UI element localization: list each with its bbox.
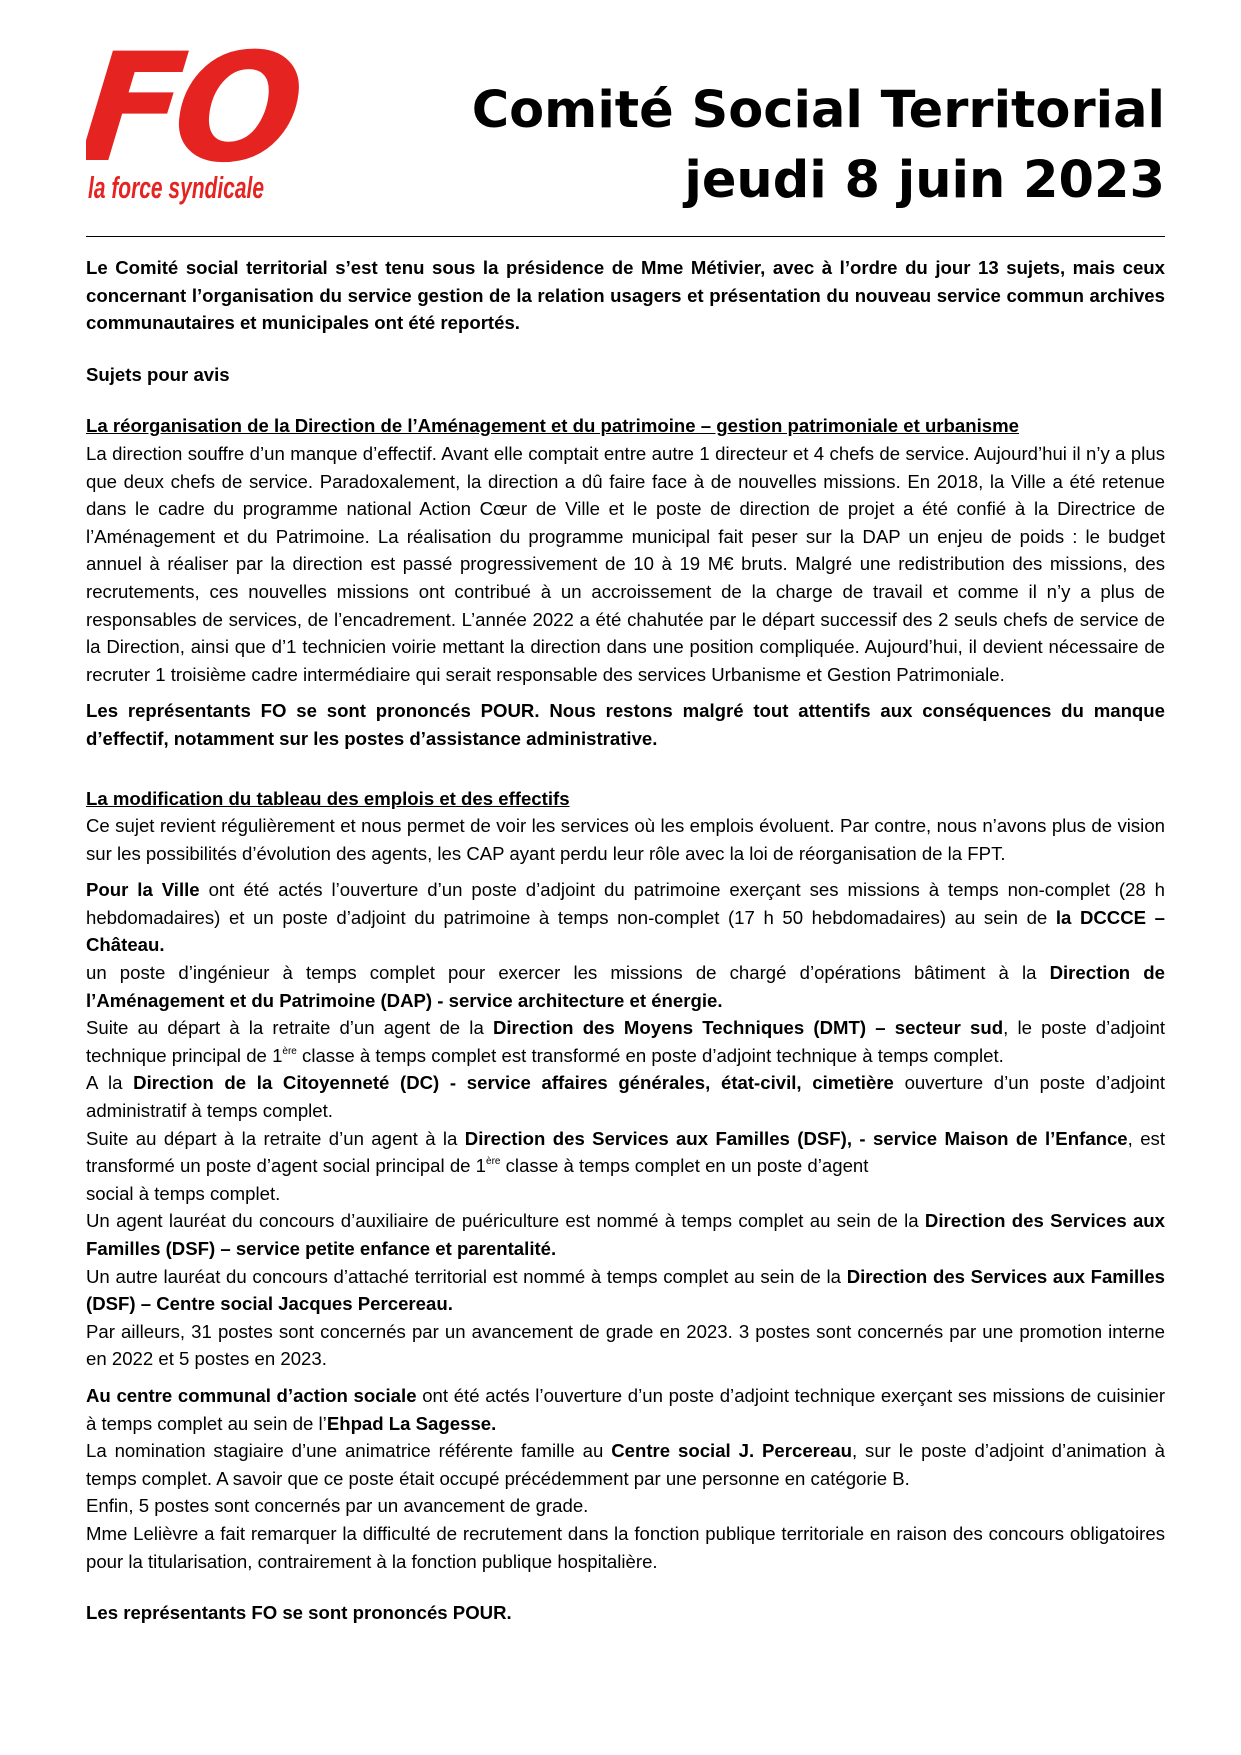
anim-centre: Centre social J. Percereau	[611, 1440, 852, 1462]
ccas-lead: Au centre communal d’action sociale	[86, 1384, 417, 1406]
header-divider	[86, 236, 1165, 237]
fo-logo	[86, 36, 306, 226]
svg-text:FO: FO	[86, 36, 302, 196]
dmt-paragraph	[86, 1014, 1165, 1069]
intro-paragraph: Le Comité social territorial s’est tenu sous la présidence de Mme Métivier, avec à l’ordre du jour 13 sujets, mais ceux concernant l’organisation du service gestion de la relation usagers et présentation du nouveau service commun archives communautaires et municipales ont été reportés.	[86, 257, 1165, 334]
ville-text: ont été actés l’ouverture d’un poste d’adjoint du patrimoine exerçant ses missions à temps non-complet (28 h hebdomadaires) et un poste d’adjoint du patrimoine à temps non-complet (17 h 50 hebdomadaires) au sein de	[86, 879, 1165, 928]
att-direction: Direction des Services aux Familles (DSF) – Centre social Jacques Percereau.	[86, 1265, 1166, 1315]
puericulture-paragraph	[86, 1207, 1165, 1262]
section1-heading: La réorganisation de la Direction de l’Aménagement et du patrimoine – gestion patrimoniale et urbanisme	[86, 415, 1019, 437]
anim-pre: La nomination stagiaire d’une animatrice référente famille au	[86, 1440, 612, 1462]
dmt-superscript: ère	[282, 1045, 297, 1057]
ccas-ehpad: Ehpad La Sagesse.	[326, 1412, 497, 1434]
section1-body: La direction souffre d’un manque d’effectif. Avant elle comptait entre autre 1 directeur et 4 chefs de service. Aujourd’hui il n’y a plus que deux chefs de service. Paradoxalement, la direction a dû faire face à de nouvelles missions. En 2018, la Ville a été retenue dans le cadre du programme national Action Cœur de Ville et le poste de direction de projet a été confié à la Directrice de l’Aménagement et du Patrimoine. La réalisation du programme municipal fait peser sur la DAP un enjeu de poids : le budget annuel à réaliser par la direction est passé progressivement de 10 à 19 M€ bruts. Malgré une redistribution des missions, des recrutements, ces nouvelles missions ont contribué à un accroissement de la charge de travail et comme il n’y a plus de responsables de services, de l’encadrement. L’année 2022 a été chahutée par le départ successif des 2 seuls chefs de service de la Direction, ainsi que d’1 technicien voirie mettant la direction dans une position compliquée. Aujourd’hui, il devient nécessaire de recruter 1 troisième cadre intermédiaire qui serait responsable des services Urbanisme et Gestion Patrimoniale.	[86, 442, 1165, 685]
dc-pre: A la	[86, 1072, 134, 1094]
dsf-pre: Suite au départ à la retraite d’un agent à la	[86, 1127, 465, 1149]
dmt-direction: Direction des Moyens Techniques (DMT) – secteur sud	[492, 1017, 1004, 1039]
svg-text:la force syndicale: la force syndicale	[88, 170, 264, 205]
document-title	[472, 76, 1165, 216]
ingenieur-direction: Direction de l’Aménagement et du Patrimoine (DAP) - service architecture et énergie.	[86, 962, 1165, 1011]
avancement-paragraph: Par ailleurs, 31 postes sont concernés par un avancement de grade en 2023. 3 postes sont concernés par une promotion interne en 2022 et 5 postes en 2023.	[86, 1320, 1165, 1370]
dmt-pre: Suite au départ à la retraite d’un agent de la	[86, 1017, 493, 1039]
att-pre: Un autre lauréat du concours d’attaché territorial est nommé à temps complet au sein de la	[86, 1265, 847, 1287]
dsf-paragraph	[86, 1125, 1165, 1180]
dmt-post1: , le poste d’adjoint technique principal de 1	[86, 1017, 1165, 1066]
dmt-post2: classe à temps complet est transformé en poste d’adjoint technique à temps complet.	[296, 1044, 1004, 1066]
anim-post: , sur le poste d’adjoint d’animation à temps complet. A savoir que ce poste était occupé précédemment par une personne en catégorie B.	[86, 1440, 1165, 1489]
ville-dccce: la DCCCE – Château.	[86, 906, 1165, 956]
dsf-direction: Direction des Services aux Familles (DSF), - service Maison de l’Enfance	[464, 1127, 1128, 1149]
dc-post: ouverture d’un poste d’adjoint administratif à temps complet.	[86, 1072, 1165, 1122]
ville-paragraph	[86, 876, 1165, 959]
section2-body: Ce sujet revient régulièrement et nous permet de voir les services où les emplois évoluent. Par contre, nous n’avons plus de vision sur les possibilités d’évolution des agents, les CAP ayant perdu leur rôle avec la loi de réorganisation de la FPT.	[86, 815, 1165, 864]
enfin-paragraph: Enfin, 5 postes sont concernés par un avancement de grade.	[86, 1495, 589, 1517]
title-line-2: jeudi 8 juin 2023	[684, 151, 1165, 210]
ccas-text: ont été actés l’ouverture d’un poste d’adjoint technique exerçant ses missions de cuisinier à temps complet au sein de l’	[86, 1384, 1166, 1434]
ville-lead: Pour la Ville	[86, 879, 200, 901]
dc-direction: Direction de la Citoyenneté (DC) - service affaires générales, état-civil, cimetière	[133, 1072, 894, 1094]
section1-vote: Les représentants FO se sont prononcés POUR. Nous restons malgré tout attentifs aux conséquences du manque d’effectif, notamment sur les postes d’assistance administrative.	[86, 700, 1165, 749]
ccas-paragraph	[86, 1382, 1165, 1437]
lelievre-paragraph: Mme Lelièvre a fait remarquer la difficulté de recrutement dans la fonction publique territoriale en raison des concours obligatoires pour la titularisation, contrairement à la fonction publique hospitalière.	[86, 1522, 1165, 1572]
section2-heading: La modification du tableau des emplois et des effectifs	[86, 787, 570, 809]
attache-paragraph	[86, 1263, 1165, 1318]
puer-pre: Un agent lauréat du concours d’auxiliaire de puériculture est nommé à temps complet au sein de la	[86, 1210, 925, 1232]
title-line-1: Comité Social Territorial	[471, 81, 1165, 140]
ingenieur-paragraph	[86, 959, 1165, 1014]
subjects-label: Sujets pour avis	[86, 363, 230, 385]
dsf-post1: , est transformé un poste d’agent social principal de 1	[86, 1127, 1165, 1177]
dsf-post2: classe à temps complet en un poste d’agent	[500, 1155, 869, 1177]
animatrice-paragraph	[86, 1437, 1165, 1492]
dsf-paragraph-end: social à temps complet.	[86, 1182, 281, 1204]
fo-logo-graphic	[86, 36, 306, 226]
dc-paragraph	[86, 1069, 1165, 1124]
dsf-superscript: ère	[486, 1156, 501, 1168]
puer-direction: Direction des Services aux Familles (DSF) – service petite enfance et parentalité.	[86, 1210, 1165, 1259]
ingenieur-text: un poste d’ingénieur à temps complet pour exercer les missions de chargé d’opérations bâtiment à la	[86, 962, 1050, 984]
section2-vote: Les représentants FO se sont prononcés POUR.	[86, 1602, 512, 1624]
document-body	[86, 254, 1165, 1627]
